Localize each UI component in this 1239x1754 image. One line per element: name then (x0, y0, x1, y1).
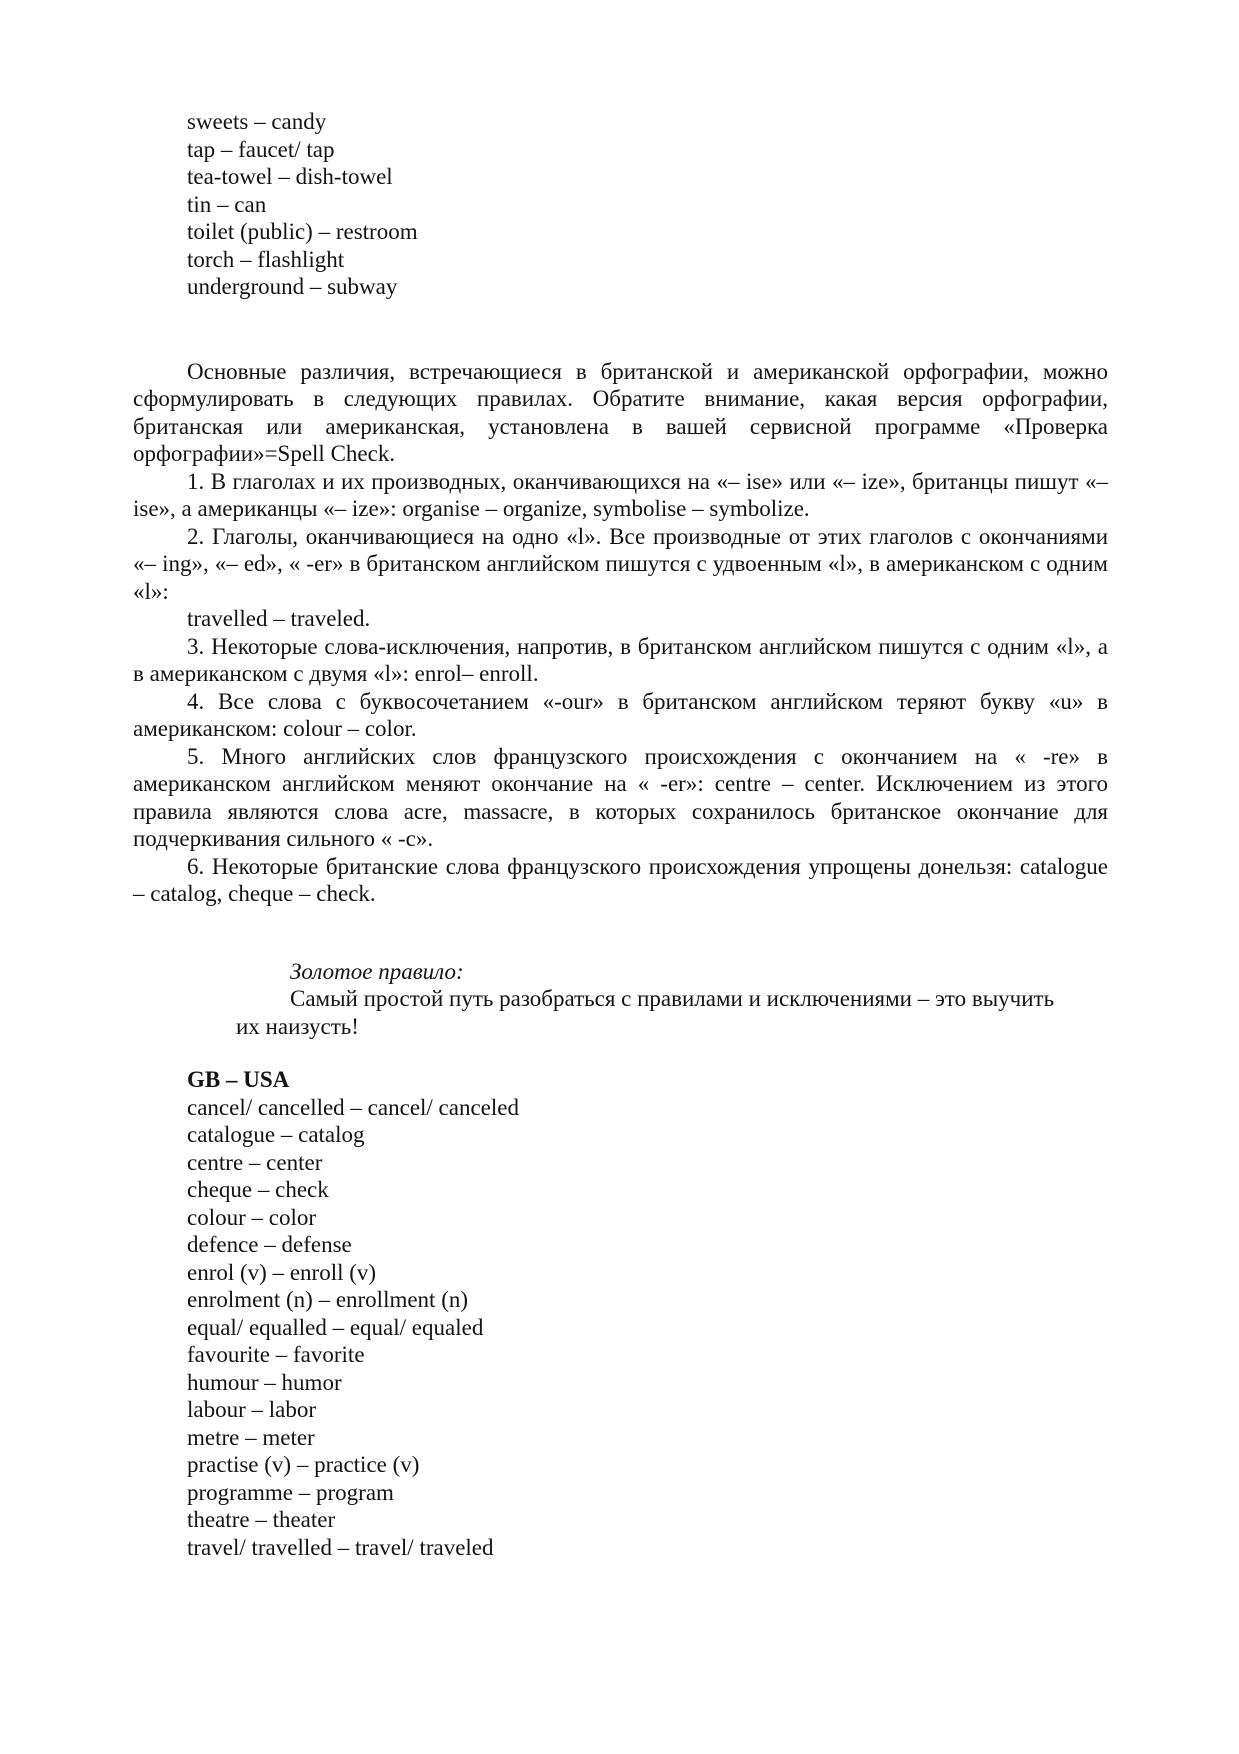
gb-usa-list (187, 1094, 1108, 1562)
intro-paragraph: Основные различия, встречающиеся в британской и американской орфографии, можно сформулировать в следующих правилах. Обратите внимание, какая версия орфографии, британская или американская, установлена в вашей сервисной программе «Проверка орфографии»=Spell Check. (133, 358, 1108, 466)
gb-usa-item: humour – humor (187, 1369, 342, 1395)
vocab-item: underground – subway (187, 274, 398, 299)
vocab-item: tap – faucet/ tap (187, 136, 335, 162)
gb-usa-item: cancel/ cancelled – cancel/ canceled (187, 1094, 519, 1120)
vocab-item: tea-towel – dish-towel (187, 164, 393, 189)
rule-6-paragraph: 6. Некоторые британские слова французского происхождения упрощены донельзя: catalogue – catalog, cheque – check. (133, 853, 1108, 906)
golden-rule-title: Золотое правило: (290, 958, 464, 984)
gb-usa-item: favourite – favorite (187, 1342, 365, 1367)
gb-usa-item: enrol (v) – enroll (v) (187, 1259, 377, 1285)
gb-usa-item: enrolment (n) – enrollment (n) (187, 1287, 469, 1312)
gb-usa-item: cheque – check (187, 1177, 329, 1202)
gb-usa-item: theatre – theater (187, 1507, 336, 1532)
gb-usa-heading: GB – USA (187, 1067, 290, 1092)
gb-usa-item: travel/ travelled – travel/ traveled (187, 1534, 494, 1560)
gb-usa-item: centre – center (187, 1149, 323, 1175)
rule-1-paragraph: 1. В глаголах и их производных, оканчивающихся на «– ise» или «– ize», британцы пишут «– ise», а американцы «– ize»: organise – organize, symbolise – symbolize. (133, 468, 1108, 521)
spelling-rules-section (133, 358, 1108, 908)
vocab-list-top (187, 108, 1108, 301)
gb-usa-item: labour – labor (187, 1397, 317, 1422)
rule-5-paragraph: 5. Много английских слов французского происхождения с окончанием на « -re» в американском английском меняют окончание на « -er»: centre – center. Исключением из этого правила являются слова acre, massacre, в которых сохранилось британское окончание для подчеркивания сильного « -c». (133, 743, 1108, 851)
rule-2-paragraph: 2. Глаголы, оканчивающиеся на одно «l». Все производные от этих глаголов с окончаниями «– ing», «– ed», « -er» в британском английском пишутся с удвоенным «l», в американском с одним «l»: (133, 523, 1108, 604)
vocab-item: sweets – candy (187, 109, 327, 134)
gb-usa-section (187, 1066, 1108, 1561)
rule-2-example: travelled – traveled. (187, 606, 371, 631)
gb-usa-item: defence – defense (187, 1232, 352, 1257)
gb-usa-item: metre – meter (187, 1424, 315, 1450)
golden-rule-block (236, 958, 1108, 1041)
gb-usa-item: programme – program (187, 1479, 394, 1505)
gb-usa-item: colour – color (187, 1204, 317, 1230)
gb-usa-item: equal/ equalled – equal/ equaled (187, 1314, 484, 1340)
golden-rule-text-line2: их наизусть! (236, 1013, 359, 1039)
vocab-item: torch – flashlight (187, 246, 345, 272)
vocab-item: tin – can (187, 191, 267, 217)
vocab-item: toilet (public) – restroom (187, 219, 418, 244)
rule-3-paragraph: 3. Некоторые слова-исключения, напротив, в британском английском пишутся с одним «l», а в американском с двумя «l»: enrol– enroll. (133, 633, 1108, 686)
golden-rule-text-line1: Самый простой путь разобраться с правилами и исключениями – это выучить (290, 986, 1055, 1011)
gb-usa-item: practise (v) – practice (v) (187, 1452, 420, 1477)
rule-4-paragraph: 4. Все слова с буквосочетанием «-our» в британском английском теряют букву «u» в американском: colour – color. (133, 688, 1108, 741)
gb-usa-item: catalogue – catalog (187, 1122, 365, 1147)
